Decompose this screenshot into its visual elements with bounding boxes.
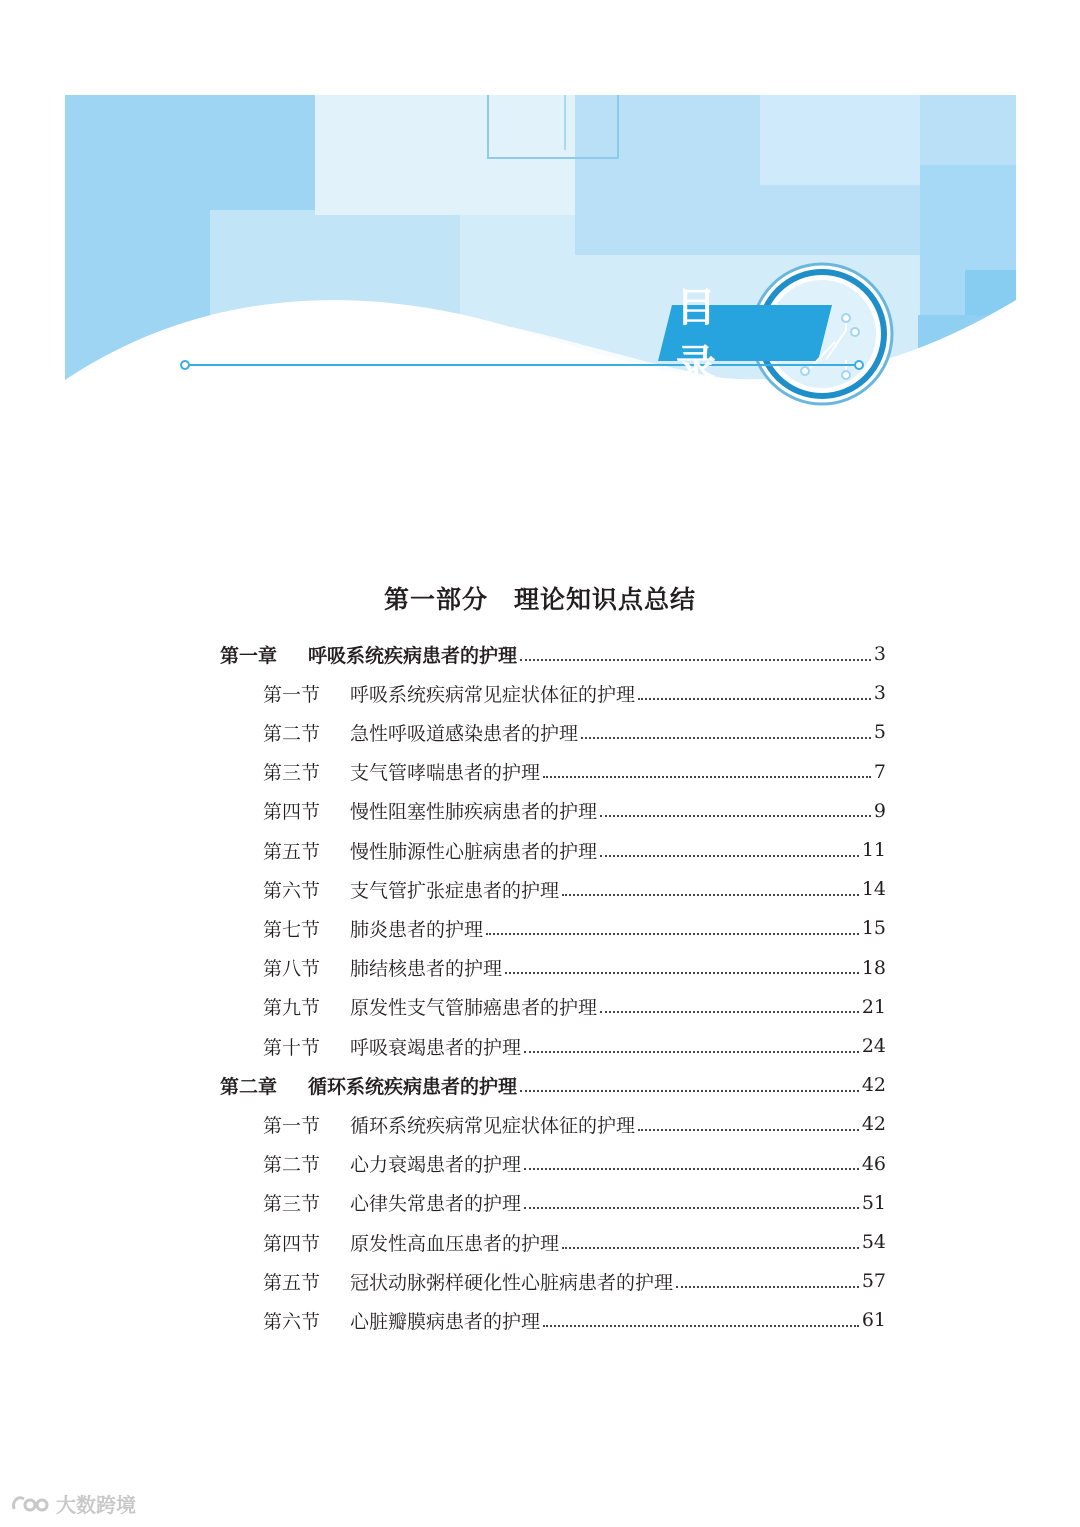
toc-entry-title: 原发性支气管肺癌患者的护理 [350,997,598,1020]
toc-page-number: 15 [861,917,886,940]
page-title: 目 [676,285,742,331]
toc-section-row[interactable] [263,714,886,750]
toc-entry-number: 第七节 [263,918,321,941]
toc-page-number: 46 [861,1152,886,1175]
toc-leader-dots [520,1089,859,1092]
toc-page-number: 14 [861,878,886,901]
toc-section-row[interactable] [263,950,886,986]
toc-page-number: 9 [873,799,886,822]
toc-section-row[interactable] [263,832,886,868]
toc-leader-dots [638,1128,859,1131]
toc-entry-title: 循环系统疾病常见症状体征的护理 [350,1114,636,1137]
toc-leader-dots [562,1246,859,1249]
toc-section-row[interactable] [263,754,886,790]
toc-entry-number: 第三节 [263,1193,321,1216]
rule-end-dot [855,361,863,369]
watermark-text: 大数跨境 [56,1492,136,1517]
toc-leader-dots [524,1167,859,1170]
toc-entry-title: 心律失常患者的护理 [350,1193,522,1216]
rule-start-dot [181,361,189,369]
toc-entry-number: 第八节 [263,958,321,981]
toc-page-number: 51 [861,1191,886,1214]
toc-leader-dots [600,1010,859,1013]
toc-entry-number: 第十节 [263,1036,321,1059]
part-title: 第一部分 理论知识点总结 [383,585,696,614]
toc-entry-title: 呼吸系统疾病常见症状体征的护理 [350,683,636,706]
header-banner [0,0,1080,470]
toc-entry-number: 第五节 [263,1271,321,1294]
toc-entry-number: 第三节 [263,762,321,785]
toc-entry-title: 慢性阻塞性肺疾病患者的护理 [350,801,598,824]
toc-entry-title: 肺结核患者的护理 [350,958,503,981]
toc-section-row[interactable] [263,1263,886,1299]
toc-entry-number: 第二节 [263,722,321,745]
toc-page-number: 3 [873,682,886,705]
toc-entry-title: 慢性肺源性心脏病患者的护理 [350,840,598,863]
toc-entry-number: 第九节 [263,997,321,1020]
toc-page-number: 57 [861,1270,886,1293]
toc-leader-dots [676,1285,859,1288]
toc-leader-dots [543,1324,859,1327]
toc-entry-title: 支气管扩张症患者的护理 [350,879,560,902]
toc-page-number: 18 [861,956,886,979]
toc-section-row[interactable] [263,1302,886,1338]
toc-entry-number: 第一章 [220,644,278,667]
toc-leader-dots [524,1206,859,1209]
toc-page-number: 21 [861,995,886,1018]
toc-entry-number: 第一节 [263,683,321,706]
toc-page-number: 3 [873,643,886,665]
toc-entry-title: 原发性高血压患者的护理 [350,1232,560,1255]
toc-section-row[interactable] [263,910,886,946]
toc-leader-dots [600,814,871,817]
toc-chapter-row[interactable] [220,1067,886,1103]
toc-entry-number: 第二章 [220,1075,278,1098]
toc-entry-title: 呼吸系统疾病患者的护理 [308,644,518,667]
toc-leader-dots [520,658,871,661]
toc-page-number: 42 [861,1113,886,1136]
toc-section-row[interactable] [263,1106,886,1142]
watermark-logo-icon [10,1491,50,1515]
toc-entry-title: 急性呼吸道感染患者的护理 [350,722,579,745]
toc-leader-dots [543,775,871,778]
toc-page-number: 42 [861,1074,886,1097]
toc-section-row[interactable] [263,1185,886,1221]
toc-entry-number: 第五节 [263,840,321,863]
toc-entry-number: 第四节 [263,1232,321,1255]
toc-section-row[interactable] [263,871,886,907]
toc-entry-title: 肺炎患者的护理 [350,918,484,941]
toc-leader-dots [581,736,871,739]
toc-entry-number: 第六节 [263,1310,321,1333]
toc-leader-dots [600,854,859,857]
toc-entry-number: 第一节 [263,1114,321,1137]
toc-section-row[interactable] [263,1146,886,1182]
toc-section-row[interactable] [263,1224,886,1260]
toc-page-number: 54 [861,1231,886,1253]
toc-section-row[interactable] [263,675,886,711]
toc-section-row[interactable] [263,989,886,1025]
toc-leader-dots [562,893,859,896]
toc-entry-number: 第六节 [263,879,321,902]
toc-entry-title: 呼吸衰竭患者的护理 [350,1036,522,1059]
toc-entry-title: 心力衰竭患者的护理 [350,1154,522,1177]
toc-leader-dots [638,697,871,700]
toc-section-row[interactable] [263,793,886,829]
toc-chapter-row[interactable] [220,636,886,672]
toc-page-number: 24 [861,1035,886,1057]
toc-entry-title: 支气管哮喘患者的护理 [350,762,541,785]
toc-page-number: 5 [873,721,886,744]
toc-entry-title: 冠状动脉粥样硬化性心脏病患者的护理 [350,1271,674,1294]
toc-entry-title: 心脏瓣膜病患者的护理 [350,1310,541,1333]
toc-entry-title: 循环系统疾病患者的护理 [308,1075,518,1098]
toc-section-row[interactable] [263,1028,886,1064]
toc-leader-dots [505,971,859,974]
toc-leader-dots [486,932,859,935]
toc-page-number: 7 [873,760,886,783]
toc-entry-number: 第四节 [263,801,321,824]
watermark [10,1488,136,1518]
toc-leader-dots [524,1050,859,1053]
toc-page-number: 61 [861,1309,886,1332]
toc-page-number: 11 [861,839,886,861]
toc-entry-number: 第二节 [263,1154,321,1177]
banner-graphic [0,0,1080,470]
